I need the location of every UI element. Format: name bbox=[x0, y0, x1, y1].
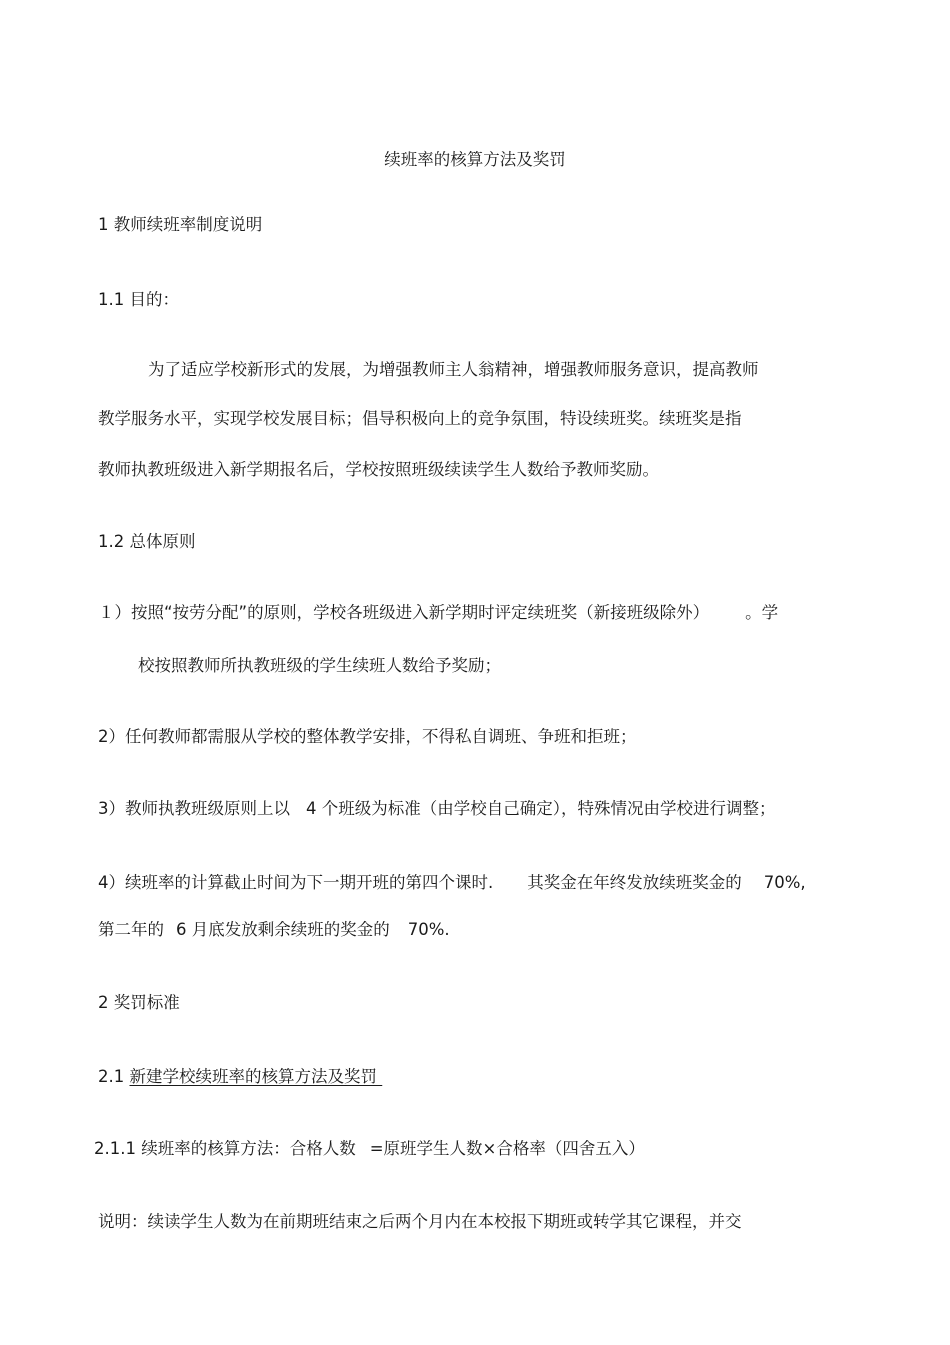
section-heading-1-1: 1.1 目的： bbox=[98, 290, 179, 309]
rule-4-line-2 bbox=[98, 918, 450, 942]
rule-4-second-year: 第二年的 bbox=[98, 920, 164, 939]
rule-1-text: １）按照“按劳分配”的原则，学校各班级进入新学期时评定续班奖（新接班级除外） bbox=[98, 603, 710, 622]
rule-4-percent-2: 70%. bbox=[407, 920, 450, 939]
rule-4-line-1 bbox=[98, 871, 806, 895]
paragraph-purpose-line-1: 为了适应学校新形式的发展，为增强教师主人翁精神，增强教师服务意识，提高教师 bbox=[148, 360, 759, 379]
section-heading-1-2: 1.2 总体原则 bbox=[98, 532, 196, 551]
paragraph-purpose-line-3: 教师执教班级进入新学期报名后，学校按照班级续读学生人数给予教师奖励。 bbox=[98, 460, 659, 479]
formula-expression: =原班学生人数×合格率（四舍五入） bbox=[369, 1139, 645, 1158]
section-2-1-title: 新建学校续班率的核算方法及奖罚 bbox=[129, 1067, 377, 1086]
rule-2: 2）任何教师都需服从学校的整体教学安排，不得私自调班、争班和拒班； bbox=[98, 727, 637, 746]
section-heading-2: 2 奖罚标准 bbox=[98, 993, 180, 1012]
note-line: 说明：续读学生人数为在前期班结束之后两个月内在本校报下期班或转学其它课程，并交 bbox=[98, 1212, 742, 1231]
rule-4-bonus: 其奖金在年终发放续班奖金的 bbox=[527, 873, 742, 892]
rule-4-remaining: 6 月底发放剩余续班的奖金的 bbox=[176, 920, 390, 939]
rule-1-line-2: 校按照教师所执教班级的学生续班人数给予奖励； bbox=[138, 656, 501, 675]
rule-1-tail: 。学 bbox=[745, 603, 779, 622]
rule-4-text: 4）续班率的计算截止时间为下一期开班的第四个课时. bbox=[98, 873, 494, 892]
paragraph-purpose-line-2: 教学服务水平，实现学校发展目标；倡导积极向上的竞争氛围，特设续班奖。续班奖是指 bbox=[98, 409, 742, 428]
section-2-1-number: 2.1 bbox=[98, 1067, 130, 1086]
page-title: 续班率的核算方法及奖罚 bbox=[384, 150, 566, 169]
rule-4-percent-1: 70%, bbox=[763, 873, 806, 892]
section-heading-2-1 bbox=[98, 1065, 395, 1089]
formula-line bbox=[94, 1137, 645, 1161]
rule-3-text: 3）教师执教班级原则上以 bbox=[98, 799, 290, 818]
rule-3 bbox=[98, 797, 776, 821]
rule-3-tail: 4 个班级为标准（由学校自己确定），特殊情况由学校进行调整； bbox=[306, 799, 776, 818]
formula-label: 2.1.1 续班率的核算方法：合格人数 bbox=[94, 1139, 356, 1158]
rule-1-line-1 bbox=[98, 601, 778, 625]
section-heading-1: 1 教师续班率制度说明 bbox=[98, 215, 263, 234]
